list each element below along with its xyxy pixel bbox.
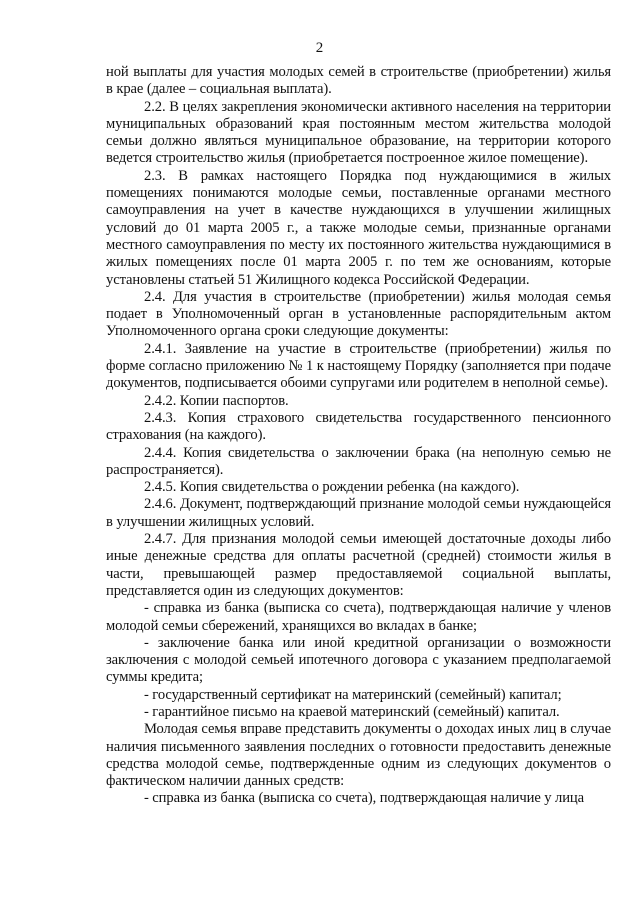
paragraph-2-4-4: 2.4.4. Копия свидетельства о заключении брака (на неполную семью не распространяется). <box>106 444 611 478</box>
list-item-bank-statement: - справка из банка (выписка со счета), подтверждающая наличие у членов молодой семьи сбережений, хранящихся во вкладах в банке; <box>106 600 611 634</box>
page-number: 2 <box>315 40 324 56</box>
paragraph-2-4-2: 2.4.2. Копии паспортов. <box>144 392 289 409</box>
paragraph-continuation: ной выплаты для участия молодых семей в строительстве (приобретении) жилья в крае (далее – социальная выплата). <box>106 64 611 98</box>
paragraph-2-4-1: 2.4.1. Заявление на участие в строительстве (приобретении) жилья по форме согласно приложению № 1 к настоящему Порядку (заполняется при подаче документов, подписывается обоими супругами или родителем в неполной семье). <box>106 340 611 392</box>
list-item-guarantee-letter: - гарантийное письмо на краевой материнский (семейный) капитал. <box>144 703 560 720</box>
paragraph-2-4-5: 2.4.5. Копия свидетельства о рождении ребенка (на каждого). <box>144 479 520 496</box>
list-item-bank-statement-person: - справка из банка (выписка со счета), подтверждающая наличие у лица <box>144 790 584 807</box>
document-body <box>106 64 611 808</box>
paragraph-other-income: Молодая семья вправе представить документы о доходах иных лиц в случае наличия письменного заявления последних о готовности предоставить денежные средства молодой семье, подтвержденные одним из следующих документов о фактическом наличии данных средств: <box>106 721 611 790</box>
paragraph-2-4-6: 2.4.6. Документ, подтверждающий признание молодой семьи нуждающейся в улучшении жилищных условий. <box>106 496 611 530</box>
paragraph-2-4-7: 2.4.7. Для признания молодой семьи имеющей достаточные доходы либо иные денежные средства для оплаты расчетной (средней) стоимости жилья в части, превышающей размер предоставляемой социальной выплаты, представляется один из следующих документов: <box>106 531 611 599</box>
paragraph-2-4-3: 2.4.3. Копия страхового свидетельства государственного пенсионного страхования (на каждого). <box>106 409 611 444</box>
paragraph-2-3: 2.3. В рамках настоящего Порядка под нуждающимися в жилых помещениях понимаются молодые семьи, поставленные органами местного самоуправления на учет в качестве нуждающихся в улучшении жилищных условий до 01 марта 2005 г., а также молодые семьи, признанные органами местного самоуправления по месту их постоянного жительства нуждающимися в жилых помещениях после 01 марта 2005 г. по тем же основаниям, которые установлены статьей 51 Жилищного кодекса Российской Федерации. <box>106 167 611 288</box>
paragraph-2-2: 2.2. В целях закрепления экономически активного населения на территории муниципальных образований края постоянным местом жительства молодой семьи должно являться муниципальное образование, на территории которого ведется строительство жилья (приобретается построенное жилое помещение). <box>106 98 611 167</box>
list-item-bank-conclusion: - заключение банка или иной кредитной организации о возможности заключения с молодой семьей ипотечного договора с указанием предполагаемой суммы кредита; <box>106 634 611 686</box>
paragraph-2-4: 2.4. Для участия в строительстве (приобретении) жилья молодая семья подает в Уполномоченный орган в установленные распорядительным актом Уполномоченного органа сроки следующие документы: <box>106 288 611 340</box>
list-item-maternity-certificate: - государственный сертификат на материнский (семейный) капитал; <box>144 686 562 703</box>
